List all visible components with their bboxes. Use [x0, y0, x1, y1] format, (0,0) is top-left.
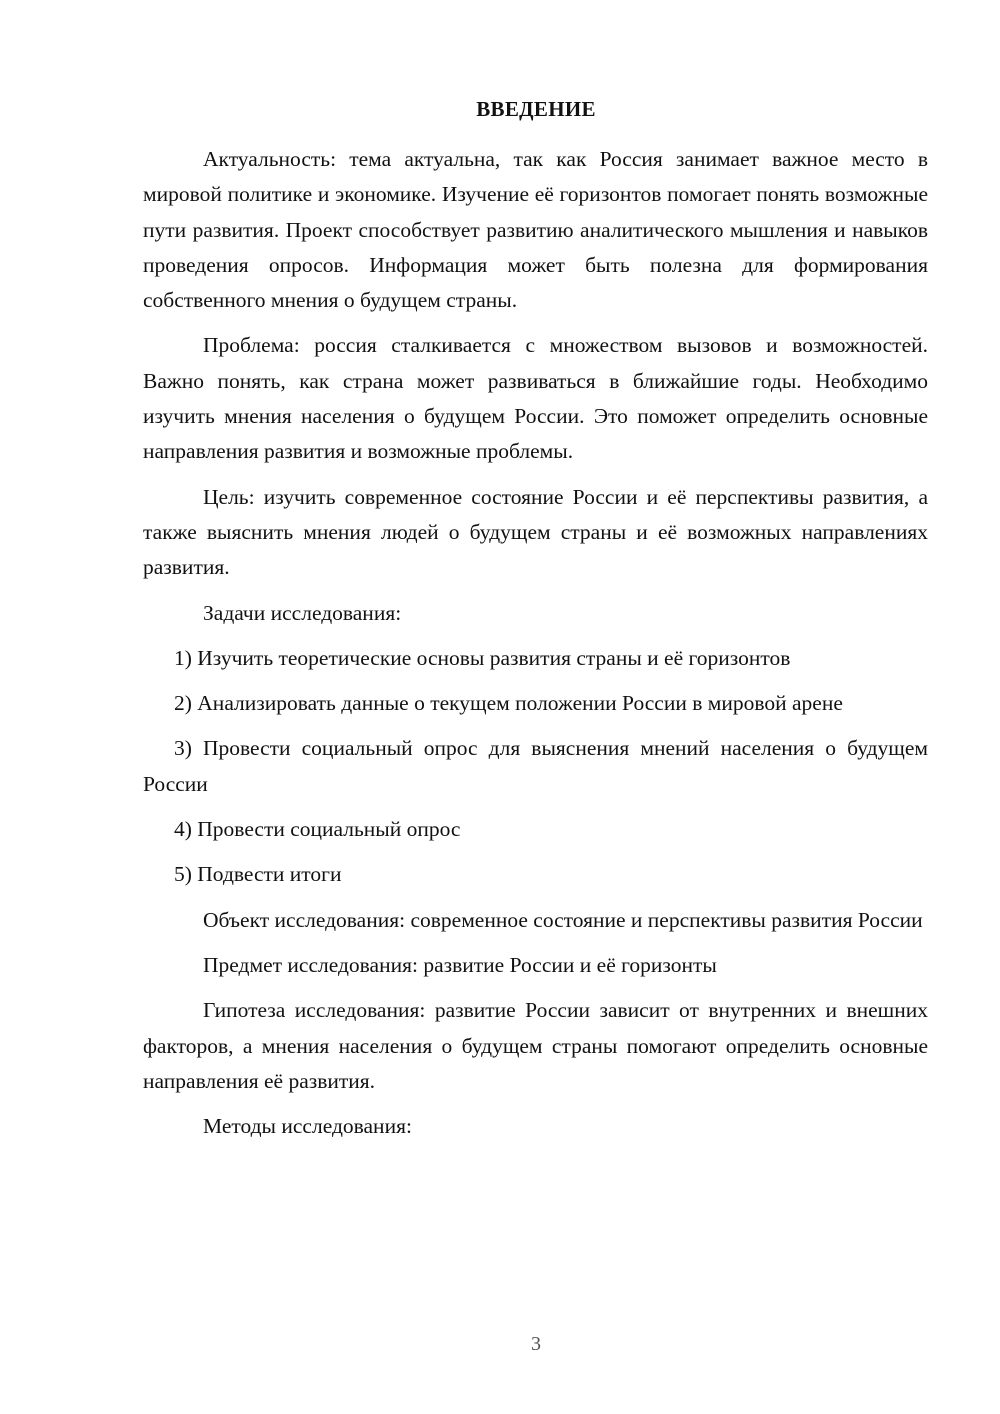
task-item-5: 5) Подвести итоги — [174, 862, 342, 887]
methods-heading: Методы исследования: — [203, 1114, 412, 1139]
task-item-1: 1) Изучить теоретические основы развития страны и её горизонтов — [174, 645, 791, 670]
paragraph-hypothesis: Гипотеза исследования: развитие России зависит от внутренних и внешних факторов, а мнения населения о будущем страны помогают определить основные направления её развития. — [143, 998, 928, 1093]
task-item-3: 3) Провести социальный опрос для выяснения мнений населения о будущем России — [143, 736, 928, 796]
page-number: 3 — [531, 1333, 541, 1355]
paragraph-subject: Предмет исследования: развитие России и её горизонты — [203, 952, 717, 977]
task-item-2: 2) Анализировать данные о текущем положении России в мировой арене — [174, 691, 843, 716]
paragraph-relevance: Актуальность: тема актуальна, так как Россия занимает важное место в мировой политике и экономике. Изучение её горизонтов помогает понять возможные пути развития. Проект способствует развитию аналитического мышления и навыков проведения опросов. Информация может быть полезна для формирования собственного мнения о будущем страны. — [143, 147, 928, 313]
task-item-4: 4) Провести социальный опрос — [174, 817, 461, 842]
tasks-heading: Задачи исследования: — [203, 600, 402, 625]
section-title: ВВЕДЕНИЕ — [476, 97, 596, 121]
paragraph-goal: Цель: изучить современное состояние России и её перспективы развития, а также выяснить мнения людей о будущем страны и её возможных направлениях развития. — [143, 484, 928, 580]
document-body — [143, 142, 928, 1154]
paragraph-problem: Проблема: россия сталкивается с множеством вызовов и возможностей. Важно понять, как страна может развиваться в ближайшие годы. Необходимо изучить мнения населения о будущем России. Это поможет определить основные направления развития и возможные проблемы. — [143, 333, 928, 464]
paragraph-object: Объект исследования: современное состояние и перспективы развития России — [203, 907, 923, 932]
